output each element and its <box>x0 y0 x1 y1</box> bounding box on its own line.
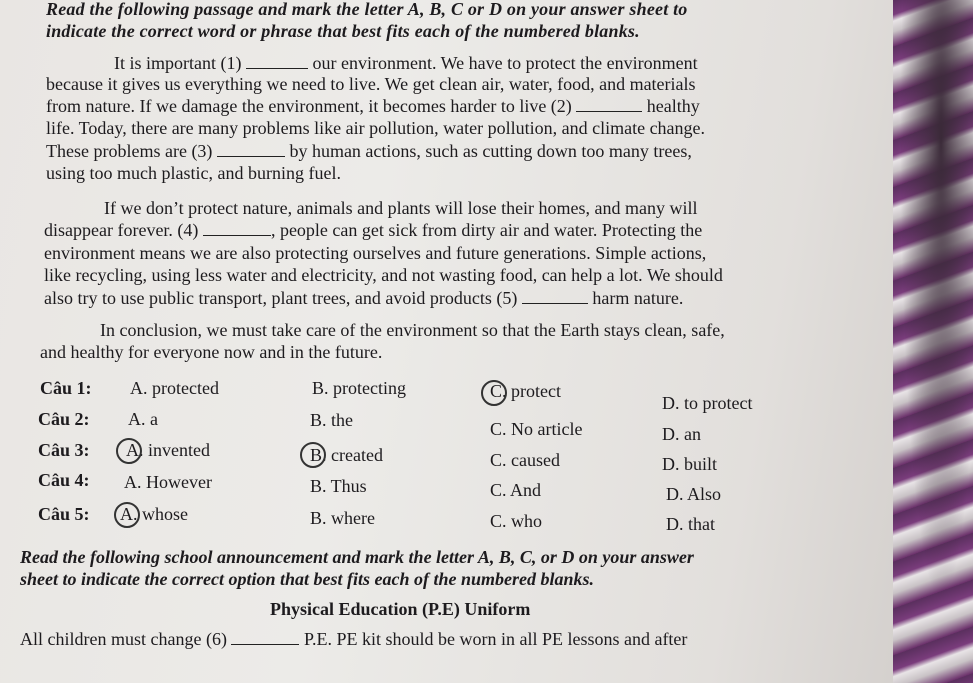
passage-line-13: and healthy for everyone now and in the future. <box>40 342 383 362</box>
option-4-b[interactable]: B. Thus <box>310 476 367 496</box>
passage-text: It is important (1) <box>114 53 242 73</box>
answer-mark-circle <box>114 502 140 528</box>
option-1-b[interactable]: B. protecting <box>312 378 406 398</box>
option-2-c[interactable]: C. No article <box>490 419 583 439</box>
option-5-d[interactable]: D. that <box>666 514 715 534</box>
announcement-title: Physical Education (P.E) Uniform <box>270 599 531 619</box>
question-2-label: Câu 2: <box>38 409 90 429</box>
blank-1 <box>246 54 308 69</box>
passage-text: also try to use public transport, plant trees, and avoid products (5) <box>44 288 518 308</box>
option-3-a[interactable]: A. invented <box>126 440 210 460</box>
blank-5 <box>522 289 588 304</box>
instruction-1-line-2: indicate the correct word or phrase that best fits each of the numbered blanks. <box>46 21 640 41</box>
passage-text: harm nature. <box>592 288 684 308</box>
passage-text: disappear forever. (4) <box>44 220 199 240</box>
option-1-c[interactable]: C. protect <box>490 381 561 401</box>
option-4-c[interactable]: C. And <box>490 480 542 500</box>
option-5-b[interactable]: B. where <box>310 508 375 528</box>
answer-mark-circle <box>116 438 142 464</box>
instruction-2-line-1: Read the following school announcement and mark the letter A, B, C, or D on your answer <box>20 547 694 567</box>
blank-3 <box>217 142 285 157</box>
option-3-b[interactable]: B. created <box>310 445 383 465</box>
blank-2 <box>576 97 642 112</box>
option-2-a[interactable]: A. a <box>128 409 158 429</box>
passage-line-11 <box>44 287 683 309</box>
passage-text: These problems are (3) <box>46 141 213 161</box>
option-3-d[interactable]: D. built <box>662 454 718 474</box>
answer-mark-circle <box>481 380 507 406</box>
answer-mark-circle <box>300 442 326 468</box>
passage-line-7: If we don’t protect nature, animals and plants will lose their homes, and many will <box>104 198 698 218</box>
passage-line-6: using too much plastic, and burning fuel. <box>46 163 341 183</box>
option-5-a[interactable]: A. whose <box>120 504 188 524</box>
passage-line-3 <box>46 95 700 117</box>
passage-line-9: environment means we are also protecting ourselves and future generations. Simple actions, <box>44 243 707 263</box>
passage-line-1 <box>114 52 698 74</box>
option-4-a[interactable]: A. However <box>124 472 212 492</box>
passage-text: healthy <box>646 96 700 116</box>
question-5-label: Câu 5: <box>38 504 90 524</box>
instruction-1-line-1: Read the following passage and mark the letter A, B, C or D on your answer sheet to <box>46 0 688 19</box>
option-4-d[interactable]: D. Also <box>666 484 722 504</box>
passage-line-12: In conclusion, we must take care of the environment so that the Earth stays clean, safe, <box>100 320 725 340</box>
passage-text: , people can get sick from dirty air and water. Protecting the <box>270 220 703 240</box>
background-fabric <box>893 0 973 683</box>
passage-text: our environment. We have to protect the environment <box>312 53 698 73</box>
blank-6 <box>231 630 299 645</box>
passage-line-8 <box>44 219 702 241</box>
question-3-label: Câu 3: <box>38 440 90 460</box>
option-1-d[interactable]: D. to protect <box>662 393 753 413</box>
announcement-text: All children must change (6) <box>20 629 227 649</box>
passage-line-4: life. Today, there are many problems like air pollution, water pollution, and climate change. <box>46 118 706 138</box>
question-1-label: Câu 1: <box>40 378 92 398</box>
instruction-2-line-2: sheet to indicate the correct option that best fits each of the numbered blanks. <box>20 569 594 589</box>
announcement-text: P.E. PE kit should be worn in all PE lessons and after <box>303 629 688 649</box>
passage-text: from nature. If we damage the environment, it becomes harder to live (2) <box>46 96 572 116</box>
passage-text: by human actions, such as cutting down too many trees, <box>289 141 692 161</box>
announcement-line-1 <box>20 628 687 650</box>
passage-line-2: because it gives us everything we need to live. We get clean air, water, food, and materials <box>46 74 696 94</box>
option-3-c[interactable]: C. caused <box>490 450 560 470</box>
passage-line-5 <box>46 140 692 162</box>
passage-line-10: like recycling, using less water and electricity, and not wasting food, can help a lot. We should <box>44 265 723 285</box>
option-5-c[interactable]: C. who <box>490 511 543 531</box>
option-1-a[interactable]: A. protected <box>130 378 219 398</box>
option-2-b[interactable]: B. the <box>310 410 353 430</box>
option-2-d[interactable]: D. an <box>662 424 701 444</box>
question-4-label: Câu 4: <box>38 470 90 490</box>
blank-4 <box>203 221 271 236</box>
